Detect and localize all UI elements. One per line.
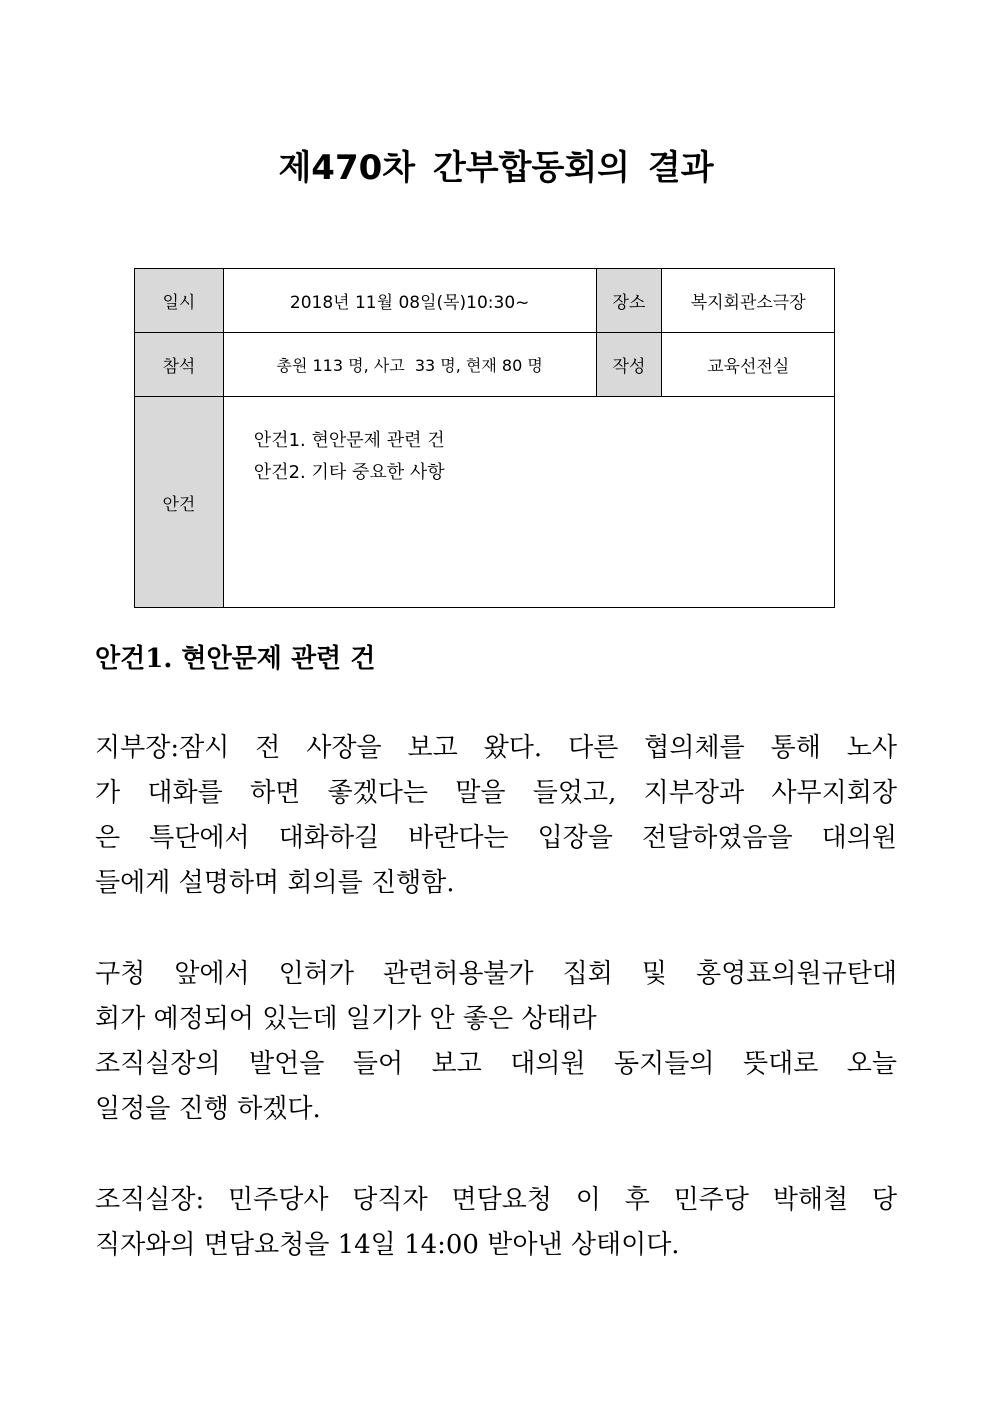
info-row-agenda	[135, 397, 835, 608]
info-row-attendance	[135, 333, 835, 397]
section-heading: 안건1. 현안문제 관련 건	[95, 644, 376, 674]
agenda-label: 안건	[135, 397, 224, 608]
date-value: 2018년 11월 08일(목)10:30~	[223, 269, 596, 333]
place-value: 복지회관소극장	[662, 269, 835, 333]
paragraph-rally-plan	[95, 952, 897, 1132]
paragraph-line: 가 대화를 하면 좋겠다는 말을 들었고, 지부장과 사무지회장	[95, 778, 897, 808]
author-label: 작성	[596, 333, 662, 397]
attendance-label: 참석	[135, 333, 224, 397]
paragraph-line: 직자와의 면담요청을 14일 14:00 받아낸 상태이다.	[95, 1230, 680, 1260]
meeting-info-table	[134, 268, 835, 608]
agenda-list	[223, 397, 834, 608]
paragraph-line: 회가 예정되어 있는데 일기가 안 좋은 상태라	[95, 1004, 597, 1034]
agenda-item: 안건2. 기타 중요한 사항	[253, 462, 445, 483]
author-value: 교육선전실	[662, 333, 835, 397]
paragraph-chair-report	[95, 726, 897, 906]
paragraph-line: 지부장:잠시 전 사장을 보고 왔다. 다른 협의체를 통해 노사	[95, 733, 897, 763]
paragraph-line: 은 특단에서 대화하길 바란다는 입장을 전달하였음을 대의원	[95, 823, 897, 853]
place-label: 장소	[596, 269, 662, 333]
paragraph-organization-report	[95, 1178, 897, 1268]
paragraph-line: 구청 앞에서 인허가 관련허용불가 집회 및 홍영표의원규탄대	[95, 959, 897, 989]
info-row-date	[135, 269, 835, 333]
paragraph-line: 조직실장의 발언을 들어 보고 대의원 동지들의 뜻대로 오늘	[95, 1049, 897, 1079]
page-title: 제470차 간부합동회의 결과	[278, 148, 714, 188]
agenda-item: 안건1. 현안문제 관련 건	[253, 430, 445, 451]
paragraph-line: 들에게 설명하며 회의를 진행함.	[95, 868, 455, 898]
date-label: 일시	[135, 269, 224, 333]
attendance-value: 총원 113 명, 사고 33 명, 현재 80 명	[223, 333, 596, 397]
paragraph-line: 조직실장: 민주당사 당직자 면담요청 이 후 민주당 박해철 당	[95, 1185, 897, 1215]
paragraph-line: 일정을 진행 하겠다.	[95, 1094, 321, 1124]
